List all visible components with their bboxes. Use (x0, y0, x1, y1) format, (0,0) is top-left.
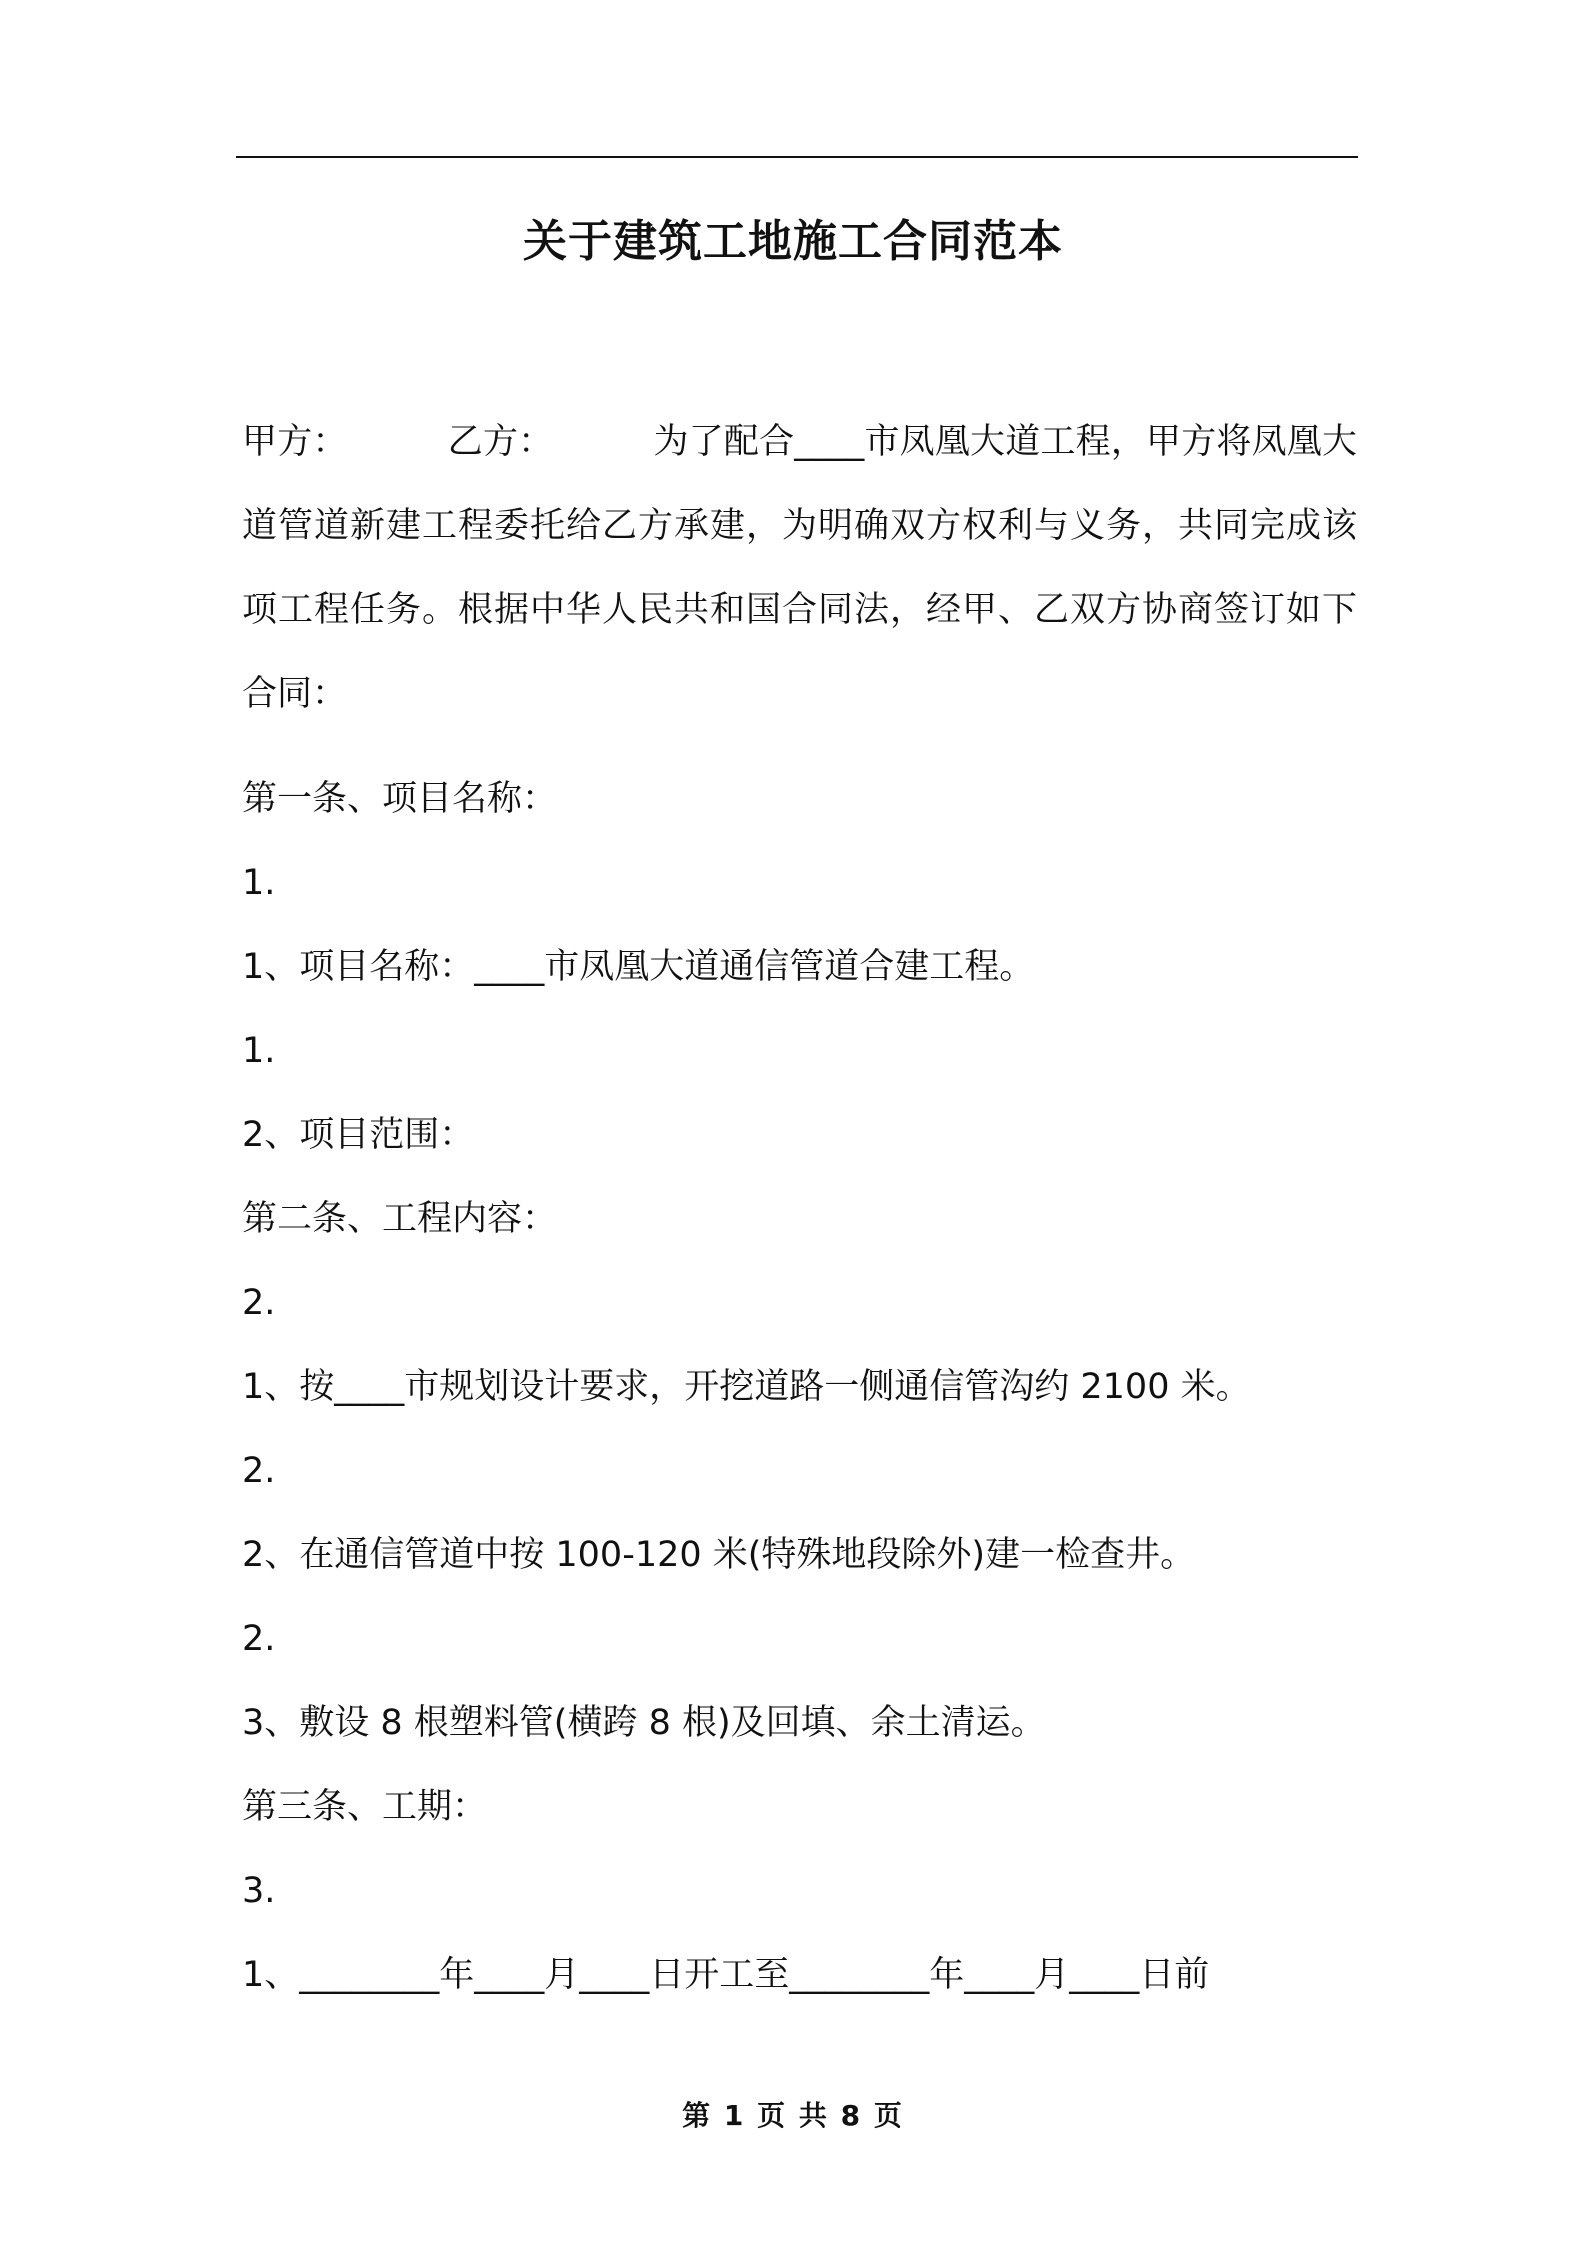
intro-paragraph (242, 400, 1357, 736)
item-project-name: 1、项目名称：____市凤凰大道通信管道合建工程。 (242, 947, 1035, 987)
intro-text: 为了配合____市凤凰大道工程，甲方将凤凰大道管道新建工程委托给乙方承建，为明确双方权利与义务，共同完成该项工程任务。根据中华人民共和国合同法，经甲、乙双方协商签订如下合同： (242, 422, 1357, 714)
section-number: 2. (242, 1451, 276, 1491)
contract-body (242, 400, 1357, 2038)
item-pipe-laying: 3、敷设 8 根塑料管(横跨 8 根)及回填、余土清运。 (242, 1703, 1046, 1743)
party-a-label: 甲方： (242, 422, 348, 462)
section-number: 3. (242, 1871, 276, 1911)
article-1-heading: 第一条、项目名称： (242, 779, 558, 819)
section-number: 1. (242, 863, 276, 903)
article-3-heading: 第三条、工期： (242, 1787, 488, 1827)
item-trench: 1、按____市规划设计要求，开挖道路一侧通信管沟约 2100 米。 (242, 1367, 1251, 1407)
section-number: 1. (242, 1031, 276, 1071)
section-number: 2. (242, 1619, 276, 1659)
item-inspection-well: 2、在通信管道中按 100-120 米(特殊地段除外)建一检查井。 (242, 1535, 1196, 1575)
party-b-label: 乙方： (447, 422, 554, 462)
document-title: 关于建筑工地施工合同范本 (523, 216, 1063, 267)
item-project-scope: 2、项目范围： (242, 1115, 475, 1155)
section-number: 2. (242, 1283, 276, 1323)
article-2-heading: 第二条、工程内容： (242, 1199, 558, 1239)
item-schedule: 1、________年____月____日开工至________年____月____日前 (242, 1955, 1210, 1995)
page-number: 第 1 页 共 8 页 (682, 2099, 904, 2132)
header-rule (236, 156, 1358, 158)
